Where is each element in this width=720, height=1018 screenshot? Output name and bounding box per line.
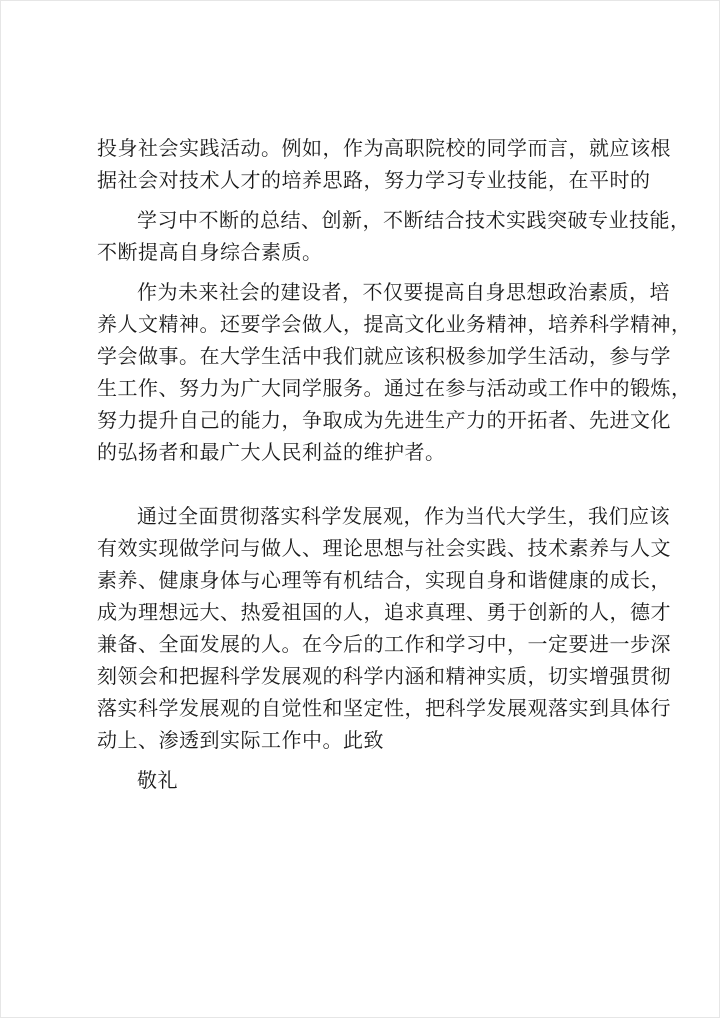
closing-block [97, 764, 667, 796]
text-line: 兼备、全面发展的人。在今后的工作和学习中，一定要进一步深 [97, 632, 671, 656]
paragraph-1 [97, 132, 671, 196]
text-line: 素养、健康身体与心理等有机结合，实现自身和谐健康的成长， [97, 568, 671, 592]
text-line: 投身社会实践活动。例如，作为高职院校的同学而言，就应该根 [97, 136, 671, 160]
text-line: 学会做事。在大学生活中我们就应该积极参加学生活动，参与学 [97, 344, 671, 368]
text-line: 据社会对技术人才的培养思路，努力学习专业技能，在平时的 [97, 168, 651, 192]
text-line: 的弘扬者和最广大人民利益的维护者。 [97, 440, 446, 464]
text-line: 成为理想远大、热爱祖国的人，追求真理、勇于创新的人，德才 [97, 600, 671, 624]
paragraph-2 [97, 204, 691, 268]
text-line: 不断提高自身综合素质。 [97, 240, 323, 264]
closing-salutation: 敬礼 [137, 768, 178, 792]
text-line: 努力提升自己的能力，争取成为先进生产力的开拓者、先进文化 [97, 408, 671, 432]
paragraph-4 [97, 500, 671, 756]
text-line: 养人文精神。还要学会做人，提高文化业务精神，培养科学精神， [97, 312, 692, 336]
text-line: 生工作、努力为广大同学服务。通过在参与活动或工作中的锻炼， [97, 376, 692, 400]
text-line: 学习中不断的总结、创新，不断结合技术实践突破专业技能， [137, 208, 691, 232]
text-line: 通过全面贯彻落实科学发展观，作为当代大学生，我们应该 [137, 504, 670, 528]
text-line: 有效实现做学问与做人、理论思想与社会实践、技术素养与人文 [97, 536, 671, 560]
text-line: 刻领会和把握科学发展观的科学内涵和精神实质，切实增强贯彻 [97, 664, 671, 688]
paragraph-3 [97, 276, 692, 468]
text-line: 动上、渗透到实际工作中。此致 [97, 728, 384, 752]
text-line: 作为未来社会的建设者，不仅要提高自身思想政治素质，培 [137, 280, 670, 304]
text-line: 落实科学发展观的自觉性和坚定性，把科学发展观落实到具体行 [97, 696, 671, 720]
